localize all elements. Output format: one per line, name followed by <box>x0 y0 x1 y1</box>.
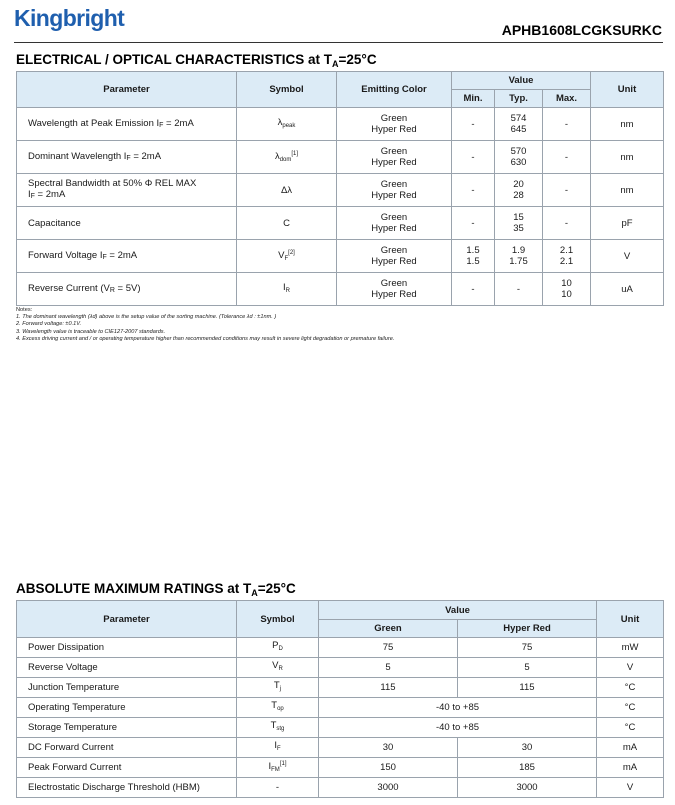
typ-value: 570 <box>510 146 527 157</box>
part-number: APHB1608LCGKSURKC <box>501 22 662 38</box>
param-subscript: R <box>109 286 115 294</box>
amr-header-symbol: Symbol <box>237 601 319 638</box>
symbol-text: λ <box>274 150 280 162</box>
param-line <box>28 151 233 164</box>
eo-cell-parameter <box>17 108 237 141</box>
color-green: Green <box>380 179 408 190</box>
eo-cell-emitting-color <box>337 108 452 141</box>
amr-cell-hyper-red: 30 <box>458 738 597 758</box>
amr-header-parameter: Parameter <box>17 601 237 638</box>
color-green: Green <box>380 278 408 289</box>
amr-cell-unit: mW <box>597 638 664 658</box>
amr-cell-symbol <box>237 778 319 798</box>
eo-cell-parameter <box>17 207 237 240</box>
min-value: - <box>471 118 475 130</box>
symbol-text: Δλ <box>280 184 293 196</box>
symbol-subscript: R <box>278 666 283 672</box>
amr-cell-unit: °C <box>597 678 664 698</box>
note-line: 3. Wavelength value is traceable to CIE127-2007 standards. <box>16 328 166 335</box>
param-text: Dominant Wavelength I <box>28 150 127 162</box>
amr-cell-parameter: Electrostatic Discharge Threshold (HBM) <box>17 778 237 798</box>
eo-cell-min <box>452 141 495 174</box>
eo-cell-typ <box>495 207 543 240</box>
amr-cell-hyper-red: 185 <box>458 758 597 778</box>
amr-cell-hyper-red: 75 <box>458 638 597 658</box>
typ-value: 35 <box>513 223 524 234</box>
max-value: - <box>564 217 569 229</box>
typ-value: 645 <box>510 124 527 135</box>
param-line <box>28 283 233 296</box>
amr-cell-hyper-red: 5 <box>458 658 597 678</box>
eo-cell-max <box>543 207 591 240</box>
max-value: 2.1 <box>559 245 574 256</box>
symbol-subscript: j <box>279 686 282 692</box>
amr-header-green: Green <box>319 620 458 638</box>
amr-cell-parameter: Power Dissipation <box>17 638 237 658</box>
eo-cell-typ <box>495 108 543 141</box>
typ-value: 1.9 <box>511 245 526 256</box>
amr-table <box>16 600 664 798</box>
eo-table-row <box>17 174 664 207</box>
amr-cell-parameter: Operating Temperature <box>17 698 237 718</box>
eo-cell-typ <box>495 174 543 207</box>
header-divider <box>14 42 663 43</box>
typ-value: 20 <box>513 179 524 190</box>
symbol-text: T <box>271 700 278 711</box>
min-value: 1.5 <box>466 256 480 267</box>
amr-table-row <box>17 778 664 798</box>
eo-notes <box>16 307 394 343</box>
amr-table-row <box>17 738 664 758</box>
eo-cell-parameter <box>17 273 237 306</box>
typ-value: 1.75 <box>509 256 528 267</box>
eo-cell-symbol <box>237 240 337 273</box>
amr-cell-parameter: Reverse Voltage <box>17 658 237 678</box>
max-value: - <box>564 184 569 196</box>
eo-cell-min <box>452 108 495 141</box>
eo-table-row <box>17 108 664 141</box>
eo-table-row <box>17 273 664 306</box>
eo-cell-unit: nm <box>591 108 664 141</box>
amr-cell-hyper-red: 115 <box>458 678 597 698</box>
param-tail: = 5V) <box>114 282 141 294</box>
eo-cell-typ <box>495 240 543 273</box>
amr-cell-value-span: -40 to +85 <box>319 718 597 738</box>
param-subscript: F <box>102 253 107 261</box>
eo-cell-parameter <box>17 141 237 174</box>
eo-cell-parameter <box>17 174 237 207</box>
amr-cell-green: 150 <box>319 758 458 778</box>
symbol-subscript: F <box>284 255 289 262</box>
eo-cell-max <box>543 240 591 273</box>
color-green: Green <box>380 146 408 157</box>
eo-cell-emitting-color <box>337 207 452 240</box>
symbol-subscript: R <box>285 287 290 294</box>
color-green: Green <box>380 245 408 256</box>
eo-cell-min <box>452 207 495 240</box>
color-hyper-red: Hyper Red <box>371 256 417 267</box>
eo-cell-symbol <box>237 141 337 174</box>
symbol-subscript: D <box>278 646 283 652</box>
amr-cell-symbol <box>237 718 319 738</box>
eo-header-min: Min. <box>452 90 495 108</box>
kingbright-logo: Kingbright <box>14 5 125 31</box>
symbol-text: I <box>274 740 277 751</box>
max-value: 10 <box>561 289 572 300</box>
eo-cell-unit: pF <box>591 207 664 240</box>
param-tail: = 2mA <box>130 150 162 162</box>
eo-header-symbol: Symbol <box>237 72 337 108</box>
symbol-text: T <box>270 720 277 731</box>
color-hyper-red: Hyper Red <box>371 223 417 234</box>
amr-table-row <box>17 658 664 678</box>
amr-cell-green: 30 <box>319 738 458 758</box>
eo-cell-emitting-color <box>337 240 452 273</box>
min-value: - <box>471 151 475 163</box>
symbol-text: C <box>283 217 290 229</box>
param-tail: = 2mA <box>106 249 138 261</box>
param-tail: = 2mA <box>34 189 66 200</box>
max-value: 2.1 <box>559 256 574 267</box>
symbol-subscript: FM <box>271 767 280 773</box>
note-line: 2. Forward voltage: ±0.1V. <box>16 321 82 328</box>
symbol-footnote: [2] <box>288 249 295 256</box>
eo-cell-unit: uA <box>591 273 664 306</box>
eo-section-title: ELECTRICAL / OPTICAL CHARACTERISTICS at $T_A=25^\circ C$ <box>16 52 377 69</box>
symbol-subscript: stg <box>276 726 285 732</box>
param-subscript: F <box>126 154 131 162</box>
amr-table-row <box>17 678 664 698</box>
amr-cell-parameter: DC Forward Current <box>17 738 237 758</box>
eo-cell-symbol <box>237 207 337 240</box>
param-line <box>28 118 233 131</box>
notes-heading: Notes: <box>16 307 33 313</box>
amr-cell-hyper-red: 3000 <box>458 778 597 798</box>
typ-value: 630 <box>510 157 527 168</box>
min-value: 1.5 <box>466 245 480 256</box>
param-text: Spectral Bandwidth at 50% Φ REL MAX <box>28 178 197 189</box>
eo-cell-min <box>452 273 495 306</box>
param-text: Capacitance <box>28 217 81 229</box>
color-hyper-red: Hyper Red <box>371 124 417 135</box>
amr-cell-symbol <box>237 698 319 718</box>
eo-cell-symbol <box>237 108 337 141</box>
amr-cell-green: 75 <box>319 638 458 658</box>
color-green: Green <box>380 212 408 223</box>
eo-cell-typ <box>495 273 543 306</box>
amr-cell-symbol <box>237 758 319 778</box>
param-text: Reverse Current (V <box>28 282 110 294</box>
typ-value: 15 <box>513 212 524 223</box>
amr-table-row <box>17 698 664 718</box>
color-hyper-red: Hyper Red <box>371 157 417 168</box>
typ-value: - <box>516 283 521 295</box>
param-line <box>28 178 233 189</box>
note-line: 4. Excess driving current and / or operating temperature higher than recommended conditions may result in severe light degradation or premature failure. <box>16 335 395 342</box>
eo-table <box>16 71 664 306</box>
eo-cell-max <box>543 141 591 174</box>
max-value: - <box>564 151 569 163</box>
eo-cell-parameter <box>17 240 237 273</box>
amr-cell-parameter: Peak Forward Current <box>17 758 237 778</box>
amr-cell-symbol <box>237 738 319 758</box>
symbol-text: - <box>275 782 280 793</box>
param-line <box>28 189 233 202</box>
typ-value: 574 <box>510 113 527 124</box>
amr-cell-parameter: Storage Temperature <box>17 718 237 738</box>
eo-cell-unit: nm <box>591 174 664 207</box>
max-value: - <box>564 118 569 130</box>
symbol-subscript: op <box>277 706 284 712</box>
amr-cell-unit: V <box>597 658 664 678</box>
param-text: Forward Voltage I <box>28 249 103 261</box>
eo-header-typ: Typ. <box>495 90 543 108</box>
param-text: I <box>28 189 31 200</box>
amr-cell-unit: V <box>597 778 664 798</box>
eo-cell-max <box>543 174 591 207</box>
symbol-text: P <box>272 640 279 651</box>
param-line <box>28 218 233 229</box>
symbol-footnote: [1] <box>291 150 299 157</box>
param-subscript: F <box>159 121 164 129</box>
symbol-footnote: [1] <box>279 761 287 767</box>
note-line: 1. The dominant wavelength (λd) above is the setup value of the sorting machine. (Tolerance λd : ±1nm. ) <box>16 314 277 321</box>
eo-table-row <box>17 207 664 240</box>
min-value: - <box>471 283 475 295</box>
symbol-text: T <box>273 680 280 691</box>
amr-cell-symbol <box>237 678 319 698</box>
eo-cell-emitting-color <box>337 141 452 174</box>
eo-cell-symbol <box>237 273 337 306</box>
eo-cell-min <box>452 174 495 207</box>
param-line <box>28 250 233 263</box>
max-value: 10 <box>561 278 572 289</box>
eo-cell-max <box>543 273 591 306</box>
symbol-subscript: peak <box>282 122 296 129</box>
amr-cell-unit: mA <box>597 738 664 758</box>
symbol-text: V <box>272 660 279 671</box>
amr-cell-symbol <box>237 658 319 678</box>
amr-table-row <box>17 758 664 778</box>
eo-cell-min <box>452 240 495 273</box>
amr-cell-unit: mA <box>597 758 664 778</box>
amr-header-value: Value <box>319 601 597 620</box>
color-hyper-red: Hyper Red <box>371 289 417 300</box>
typ-value: 28 <box>513 190 524 201</box>
param-text: Wavelength at Peak Emission I <box>28 117 160 129</box>
amr-cell-green: 5 <box>319 658 458 678</box>
symbol-text: I <box>283 281 286 293</box>
color-green: Green <box>380 113 408 124</box>
min-value: - <box>471 217 475 229</box>
amr-table-row <box>17 718 664 738</box>
symbol-subscript: dom <box>279 156 292 163</box>
amr-cell-unit: °C <box>597 718 664 738</box>
eo-header-unit: Unit <box>591 72 664 108</box>
amr-cell-parameter: Junction Temperature <box>17 678 237 698</box>
eo-table-row <box>17 141 664 174</box>
symbol-text: I <box>268 761 272 772</box>
eo-cell-emitting-color <box>337 174 452 207</box>
amr-table-row <box>17 638 664 658</box>
amr-cell-value-span: -40 to +85 <box>319 698 597 718</box>
eo-header-emitting-color: Emitting Color <box>337 72 452 108</box>
eo-header-max: Max. <box>543 90 591 108</box>
amr-cell-unit: °C <box>597 698 664 718</box>
eo-header-value: Value <box>452 72 591 90</box>
param-tail: = 2mA <box>163 117 194 129</box>
eo-cell-symbol <box>237 174 337 207</box>
symbol-text: λ <box>277 116 283 128</box>
symbol-text: V <box>278 249 285 261</box>
eo-cell-unit: V <box>591 240 664 273</box>
eo-header-parameter: Parameter <box>17 72 237 108</box>
symbol-subscript: F <box>276 746 281 752</box>
amr-cell-green: 3000 <box>319 778 458 798</box>
amr-cell-symbol <box>237 638 319 658</box>
eo-cell-typ <box>495 141 543 174</box>
amr-header-hyper-red: Hyper Red <box>458 620 597 638</box>
eo-cell-unit: nm <box>591 141 664 174</box>
amr-section-title: ABSOLUTE MAXIMUM RATINGS at $T_A=25^\circ C$ <box>16 581 296 598</box>
param-subscript: F <box>30 193 35 200</box>
eo-table-row <box>17 240 664 273</box>
amr-cell-green: 115 <box>319 678 458 698</box>
amr-header-unit: Unit <box>597 601 664 638</box>
eo-cell-emitting-color <box>337 273 452 306</box>
color-hyper-red: Hyper Red <box>371 190 417 201</box>
min-value: - <box>471 184 475 196</box>
eo-cell-max <box>543 108 591 141</box>
